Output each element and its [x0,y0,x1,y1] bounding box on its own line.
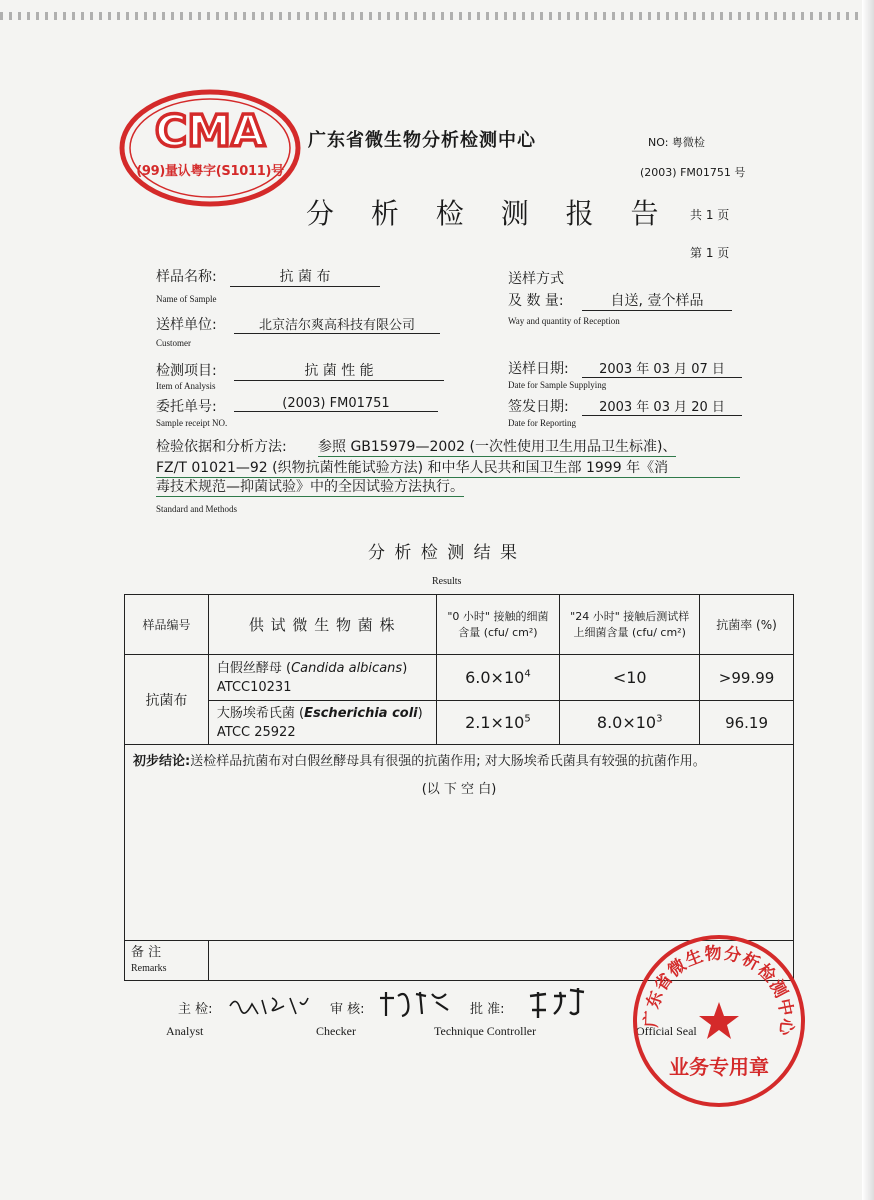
strain-code: ) ATCC10231 [216,660,408,695]
header-strain: 供 试 微 生 物 菌 株 [208,595,436,655]
sample-name-value: 抗 菌 布 [230,266,380,287]
strain-cn: 大肠埃希氏菌 ( [216,705,305,721]
approver-en: Technique Controller [434,1024,537,1038]
h24-cell-1: <10 [560,655,700,701]
rate-cell-2: 96.19 [700,701,794,745]
conclusion-row [125,745,794,941]
checker-en: Checker [316,1024,356,1038]
rate-cell-1: >99.99 [700,655,794,701]
receipt-label: 委托单号: [156,399,217,415]
sender-value: 北京洁尔爽高科技有限公司 [234,314,440,334]
checker-signature-icon [376,986,468,1022]
conclusion-text: 送检样品抗菌布对白假丝酵母具有很强的抗菌作用; 对大肠埃希氏菌具有较强的抗菌作用。 [190,754,706,769]
standard-line1: 参照 GB15979—2002 (一次性使用卫生用品卫生标准)、 [318,436,676,457]
supply-date-label: 送样日期: [508,361,569,377]
strain-latin: Candida albicans [291,660,403,676]
report-date-label: 签发日期: [508,399,569,415]
report-title: 分 析 检 测 报 告 [306,197,673,230]
analyst-signature-icon [226,990,310,1020]
table-row [125,655,794,701]
cma-stamp-text: (99)量认粤字(S1011)号 [136,164,284,179]
h0-exponent: 4 [524,668,531,680]
supply-date-value: 2003 年 03 月 07 日 [582,358,742,378]
strain-cell-2 [208,701,436,745]
total-pages: 共 1 页 [690,208,730,222]
checker-label: 审 核: [330,1002,365,1017]
h24-mantissa: 8.0×10 [596,713,657,732]
org-name: 广东省微生物分析检测中心 [308,130,536,151]
h24-exponent: 3 [656,713,663,725]
seal-en: Official Seal [636,1024,697,1038]
sender-label: 送样单位: [156,317,217,333]
remarks-en: Remarks [131,962,167,974]
remarks-label: 备 注 [131,944,162,960]
analyst-label: 主 检: [178,1002,213,1017]
sample-cell: 抗菌布 [125,655,209,745]
cma-stamp-icon [118,88,302,208]
standard-line3: 毒技术规范—抑菌试验》中的全因试验方法执行。 [156,476,464,497]
item-value: 抗 菌 性 能 [234,360,444,381]
strain-cn: 白假丝酵母 ( [216,660,292,676]
sender-en: Customer [156,338,191,348]
results-title: 分 析 检 测 结 果 [368,543,520,563]
h0-mantissa: 6.0×10 [465,668,525,687]
strain-cell-1 [208,655,436,701]
results-en: Results [432,576,462,587]
table-row [125,701,794,745]
report-no-value: (2003) FM01751 号 [640,166,746,179]
remarks-label-cell [125,941,209,981]
seal-arc-text: 广东省微生物分析检测中心 [641,943,797,1038]
qty-label: 及 数 量: [508,293,564,309]
report-date-en: Date for Reporting [508,418,576,428]
strain-code: ) ATCC 25922 [216,705,423,740]
method-label: 送样方式 [508,271,564,287]
h0-exponent: 5 [524,713,531,725]
sample-name-en: Name of Sample [156,294,217,304]
scan-right-edge [862,0,874,1200]
standard-en: Standard and Methods [156,504,237,514]
approver-label: 批 准: [470,1002,505,1017]
supply-date-en: Date for Sample Supplying [508,380,607,390]
table-header-row [125,595,794,655]
svg-text:CMA: CMA [154,106,266,157]
blank-note: (以 下 空 白) [421,782,497,797]
h0-cell-1 [436,655,560,701]
receipt-value: (2003) FM01751 [234,396,438,412]
h0-cell-2 [436,701,560,745]
qty-value: 自送, 壹个样品 [582,290,732,311]
header-24h: "24 小时" 接触后测试样上细菌含量 (cfu/ cm²) [560,595,700,655]
strain-latin: Escherichia coli [304,705,418,721]
receipt-en: Sample receipt NO. [156,418,228,428]
analyst-en: Analyst [166,1024,204,1038]
item-label: 检测项目: [156,363,217,379]
standard-label: 检验依据和分析方法: [156,439,287,455]
report-no-label: NO: 粤微检 [648,136,705,149]
header-sample-no: 样品编号 [125,595,209,655]
report-date-value: 2003 年 03 月 20 日 [582,396,742,416]
results-table [124,594,794,981]
qty-en: Way and quantity of Reception [508,316,620,326]
h0-mantissa: 2.1×10 [465,713,525,732]
standard-line2: FZ/T 01021—92 (织物抗菌性能试验方法) 和中华人民共和国卫生部 1999 年《消 [156,457,740,478]
scan-top-edge [0,12,874,20]
item-en: Item of Analysis [156,381,216,391]
header-0h: "0 小时" 接触的细菌含量 (cfu/ cm²) [436,595,560,655]
official-seal-icon [630,932,808,1110]
sample-name-label: 样品名称: [156,269,217,285]
conclusion-cell [125,745,794,941]
h24-cell-2 [560,701,700,745]
header-rate: 抗菌率 (%) [700,595,794,655]
page-number: 第 1 页 [690,246,730,260]
approver-signature-icon [526,986,604,1022]
conclusion-label: 初步结论: [133,754,191,769]
seal-bottom-text: 业务专用章 [669,1055,769,1079]
